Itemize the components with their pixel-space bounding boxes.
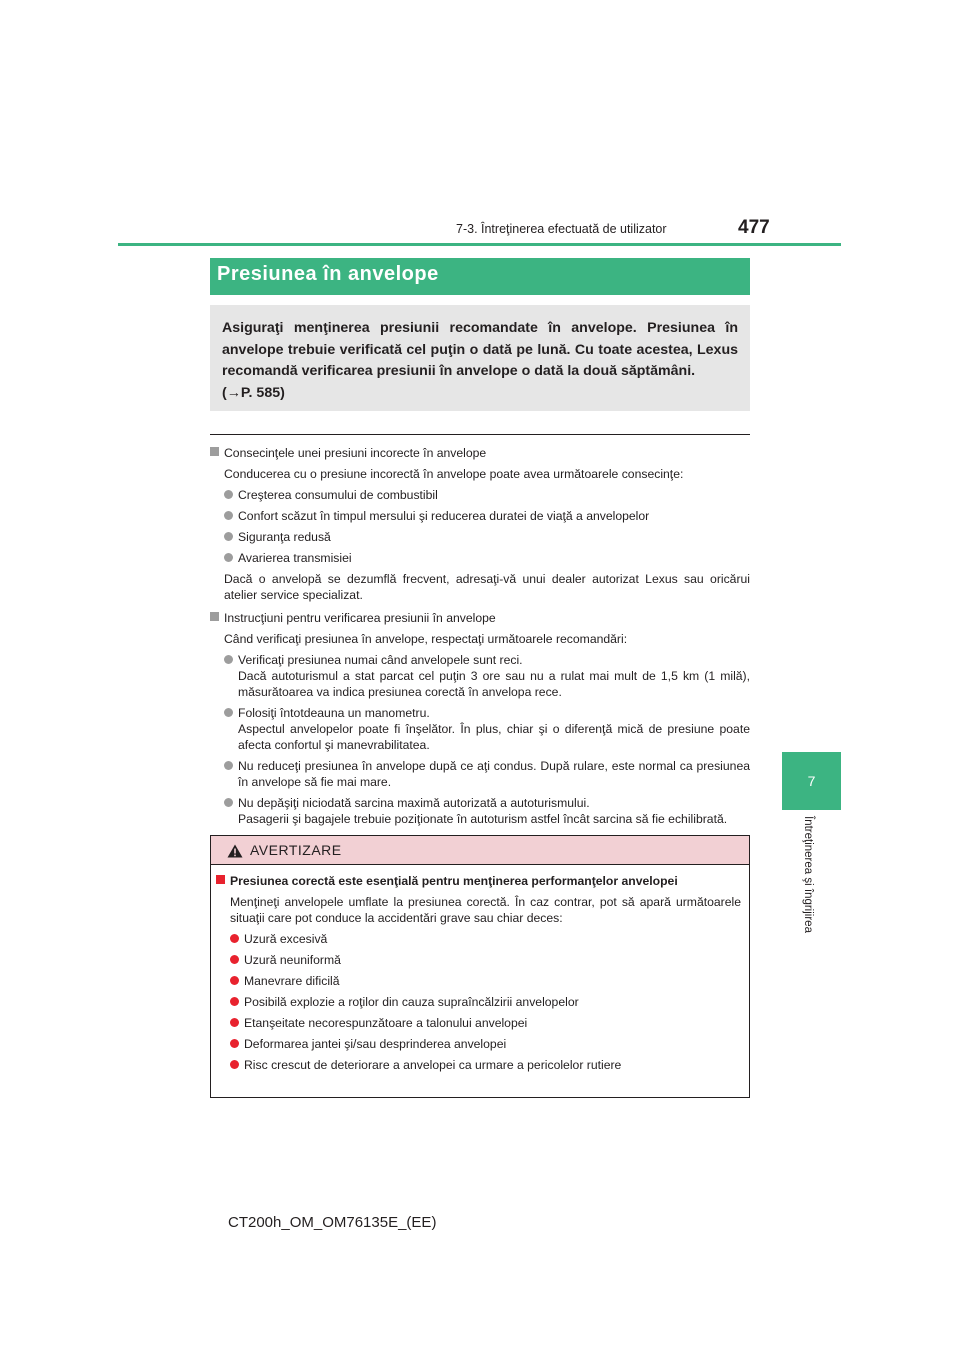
intro-text: Asiguraţi menţinerea presiunii recomandate în anvelope. Presiunea în anvelope trebuie verificată cel puţin o dată pe lună. Cu toate acestea, Lexus recomandă verificarea presiunii în anvelope o dată la două săptămâni. [222,320,738,379]
circle-bullet-icon [230,955,239,964]
circle-bullet-icon [224,553,233,562]
circle-bullet-icon [224,490,233,499]
document-code: CT200h_OM_OM76135E_(EE) [228,1214,437,1231]
list-item: Etanşeitate necorespunzătoare a talonului anvelopei [230,1015,741,1031]
circle-bullet-icon [230,997,239,1006]
circle-bullet-icon [230,1018,239,1027]
circle-bullet-icon [224,798,233,807]
heading-text: Consecinţele unei presiuni incorecte în anvelope [224,446,487,460]
circle-bullet-icon [224,511,233,520]
section-title: 7-3. Întreţinerea efectuată de utilizator [456,222,667,236]
list-item: Posibilă explozie a roţilor din cauza supraîncălzirii anvelopelor [230,994,741,1010]
circle-bullet-icon [224,532,233,541]
list-item: Deformarea jantei şi/sau desprinderea anvelopei [230,1036,741,1052]
list-item: Uzură excesivă [230,931,741,947]
list-item: Uzură neuniformă [230,952,741,968]
circle-bullet-icon [230,1039,239,1048]
page-title: Presiunea în anvelope [210,258,750,295]
list-item: Manevrare dificilă [230,973,741,989]
list-item: Siguranţa redusă [224,529,750,545]
warning-lead: Menţineţi anvelopele umflate la presiunea corectă. În caz contrar, pot să apară următoarele situaţii care pot conduce la accidentări grave sau chiar deces: [230,895,741,925]
intro-box [210,305,750,411]
warning-body [211,865,749,1073]
list-item: Nu depăşiţi niciodată sarcina maximă autorizată a autoturismului. Pasagerii şi bagajele trebuie poziţionate în autoturism astfel încât sarcina să fie echilibrată. [224,795,750,827]
section-heading-instructions [210,610,750,626]
list-item: Avarierea transmisiei [224,550,750,566]
chapter-tab: 7 [782,752,841,810]
circle-bullet-icon [230,934,239,943]
warning-triangle-icon [227,844,243,858]
warning-box [210,835,750,1098]
square-bullet-icon [210,612,219,621]
circle-bullet-icon [230,1060,239,1069]
page-number: 477 [738,217,770,238]
section-heading-consequences [210,445,750,461]
list-item: Folosiţi întotdeauna un manometru. Aspectul anvelopelor poate fi înşelător. În plus, chiar şi o diferenţă mică de presiune poate afecta confortul şi manevrabilitatea. [224,705,750,753]
warning-heading [216,873,741,889]
square-bullet-icon [216,875,225,884]
section-lead: Când verificaţi presiunea în anvelope, respectaţi următoarele recomandări: [224,632,628,646]
heading-text: Instrucţiuni pentru verificarea presiunii în anvelope [224,611,496,625]
square-bullet-icon [210,447,219,456]
circle-bullet-icon [224,655,233,664]
circle-bullet-icon [224,761,233,770]
list-item: Confort scăzut în timpul mersului şi reducerea duratei de viaţă a anvelopelor [224,508,750,524]
header-divider [118,243,841,246]
section-note: Dacă o anvelopă se dezumflă frecvent, adresaţi-vă unui dealer autorizat Lexus sau oricărui atelier service specializat. [224,572,750,602]
section-lead: Conducerea cu o presiune incorectă în anvelope poate avea următoarele consecinţe: [224,467,684,481]
warning-header [211,836,749,865]
list-item: Risc crescut de deteriorare a anvelopei ca urmare a pericolelor rutiere [230,1057,741,1073]
warning-label: AVERTIZARE [250,842,342,858]
list-item: Nu reduceţi presiunea în anvelope după ce aţi condus. După rulare, este normal ca presiunea în anvelope să fie mai mare. [224,758,750,790]
list-item: Verificaţi presiunea numai când anvelopele sunt reci. Dacă autoturismul a stat parcat cel puţin 3 ore sau nu a rulat mai mult de 1,5 km (1 milă), măsurătoarea va indica presiunea corectă în anvelopa rece. [224,652,750,700]
heading-text: Presiunea corectă este esenţială pentru menţinerea performanţelor anvelopei [230,874,678,888]
chapter-side-label: Întreţinerea şi îngrijirea [802,816,814,933]
intro-reference: (→P. 585) [222,384,285,401]
main-content [210,444,750,827]
list-item: Creşterea consumului de combustibil [224,487,750,503]
circle-bullet-icon [224,708,233,717]
content-divider [210,434,750,435]
circle-bullet-icon [230,976,239,985]
